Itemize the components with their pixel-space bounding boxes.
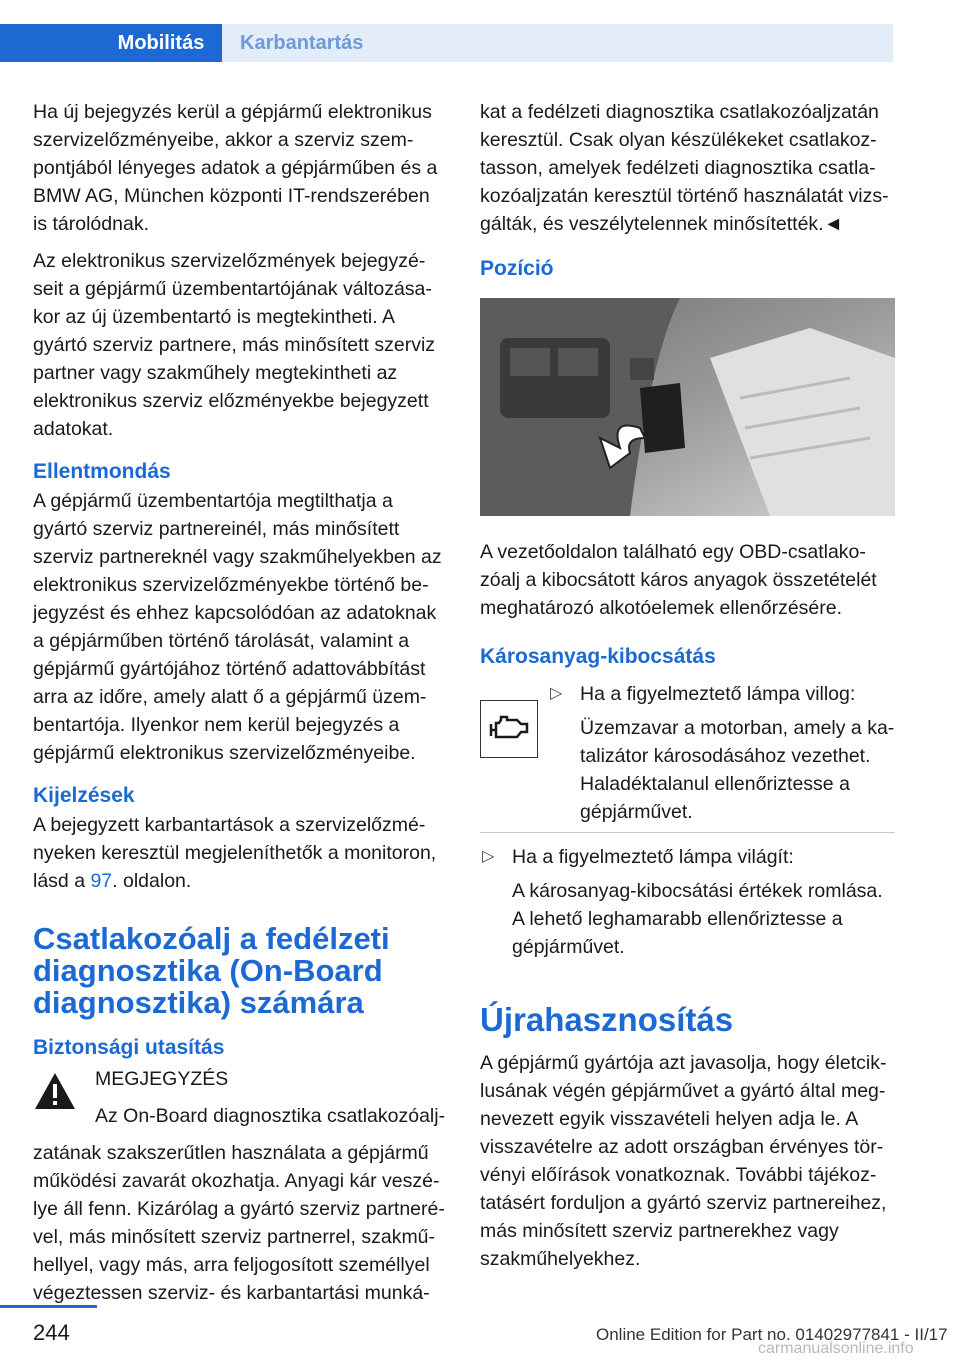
paragraph: kat a fedélzeti diagnosztika csatlakozóaljzatán keresztül. Csak olyan készülékeket csatlakoz-tasson, amelyek fedélzeti diagnosztika csatla-kozóaljzatán keresztül történő használatát vizs-gálták, és veszélytelennek minősítették.◄ <box>480 101 889 235</box>
edition-text: Online Edition for Part no. 01402977841 - II/17 <box>596 1325 948 1344</box>
heading-pozicio: Pozíció <box>480 257 554 280</box>
tab-karbantartas-label: Karbantartás <box>240 31 364 54</box>
warning-body-continued: zatának szakszerűtlen használata a gépjármű működési zavarát okozhatja. Anyagi kár veszé-lye áll fenn. Kizárólag a gyártó szerviz partneré-vel, más minősített szerviz partnerrel, szakmű-hellyel, vagy más, arra feljogosított személlyel végeztessen szerviz- és karbantartási munká- <box>33 1142 445 1304</box>
paragraph: A gépjármű gyártója azt javasolja, hogy életcik-lusának végén gépjárművet a gyártó által meg-nevezett egyik visszavételi helyen adja le. A visszavételre az adott országban érvényes tör-vényi előírások vonatkoznak. További tájékoz-tatásért forduljon a gyártó szerviz partnereihez, más minősített szerviz partnerekhez vagy szakműhelyekhez. <box>480 1052 887 1270</box>
indicator-list <box>480 680 895 961</box>
obd-socket-photo <box>480 298 895 516</box>
list-item <box>480 680 895 826</box>
heading-biztonsagi-utasitas: Biztonsági utasítás <box>33 1036 225 1059</box>
heading-kijelzesek: Kijelzések <box>33 784 135 807</box>
image-caption: A vezetőoldalon található egy OBD-csatlako-zóalj a kibocsátott káros anyagok összetételét meghatározó alkotóelemek ellenőrzésére. <box>480 541 877 619</box>
paragraph: Ha új bejegyzés kerül a gépjármű elektronikus szervizelőzményeibe, akkor a szerviz szem-pontjából lényeges adatok a gépjárműben és a BMW AG, München központi IT-rendszerében is tárolódnak. <box>33 101 438 235</box>
list-item-detail: Üzemzavar a motorban, amely a ka-talizátor károsodásához vezethet. Haladéktalanul ellenőriztesse a gépjárművet. <box>580 717 895 823</box>
tab-mobilitas-label: Mobilitás <box>117 31 205 54</box>
heading-csatlakozoalj: Csatlakozóalj a fedélzeti diagnosztika (On-Board diagnosztika) számára <box>33 921 390 1020</box>
header-tabs <box>0 24 893 62</box>
paragraph <box>33 811 448 895</box>
page-link[interactable]: 97 <box>90 870 113 892</box>
paragraph-text: A bejegyzett karbantartások a szervizelőzmé-nyeken keresztül megjeleníthetők a monitoron, lásd a <box>33 814 437 892</box>
tab-karbantartas[interactable] <box>222 24 893 62</box>
list-item <box>480 843 895 961</box>
watermark: carmanualsonline.info <box>758 1340 914 1357</box>
tab-mobilitas[interactable] <box>0 24 222 62</box>
divider <box>480 832 895 833</box>
left-column <box>33 98 448 1316</box>
warning-title: MEGJEGYZÉS <box>95 1068 229 1090</box>
footer-accent-bar <box>0 1305 97 1308</box>
triangle-bullet-icon: ▷ <box>550 685 563 702</box>
heading-ujrahasznositas: Újrahasznosítás <box>480 1001 734 1038</box>
heading-karosanyag: Károsanyag-kibocsátás <box>480 645 716 668</box>
right-column <box>480 98 895 1282</box>
paragraph-text: . oldalon. <box>112 870 192 892</box>
list-item-detail: A károsanyag-kibocsátási értékek romlása. A lehető leghamarabb ellenőriztesse a gépjárművet. <box>512 880 883 958</box>
page-number: 244 <box>33 1320 70 1345</box>
paragraph: A gépjármű üzembentartója megtilthatja a gyártó szerviz partnereinél, más minősített szerviz partnereknél vagy szakműhelyekben az elektronikus szervizelőzményekbe történő be-jegyzést és ehhez kapcsolódóan az adatoknak a gépjárműben történő tárolását, valamint a gépjármű gyártójához történő adattovábbítást arra az időre, amely alatt ő a gépjármű üzem-bentartója. Ilyenkor nem kerül bejegyzés a gépjármű elektronikus szervizelőzményeibe. <box>33 490 442 764</box>
warning-body: Az On-Board diagnosztika csatlakozóalj- <box>95 1105 446 1127</box>
warning-triangle-icon <box>33 1071 77 1111</box>
paragraph: Az elektronikus szervizelőzmények bejegyzé-seit a gépjármű üzembentartójának változása-kor az új üzembentartó is megtekintheti. A gyártó szerviz partnere, más minősített szerviz partner vagy szakműhely megtekintheti az elektronikus szerviz előzményekbe bejegyzett adatokat. <box>33 250 436 440</box>
list-item-title: Ha a figyelmeztető lámpa világít: <box>512 846 794 868</box>
triangle-bullet-icon: ▷ <box>482 848 495 865</box>
list-item-title: Ha a figyelmeztető lámpa villog: <box>580 683 856 705</box>
heading-ellentmondas: Ellentmondás <box>33 460 171 483</box>
warning-note <box>33 1065 448 1130</box>
